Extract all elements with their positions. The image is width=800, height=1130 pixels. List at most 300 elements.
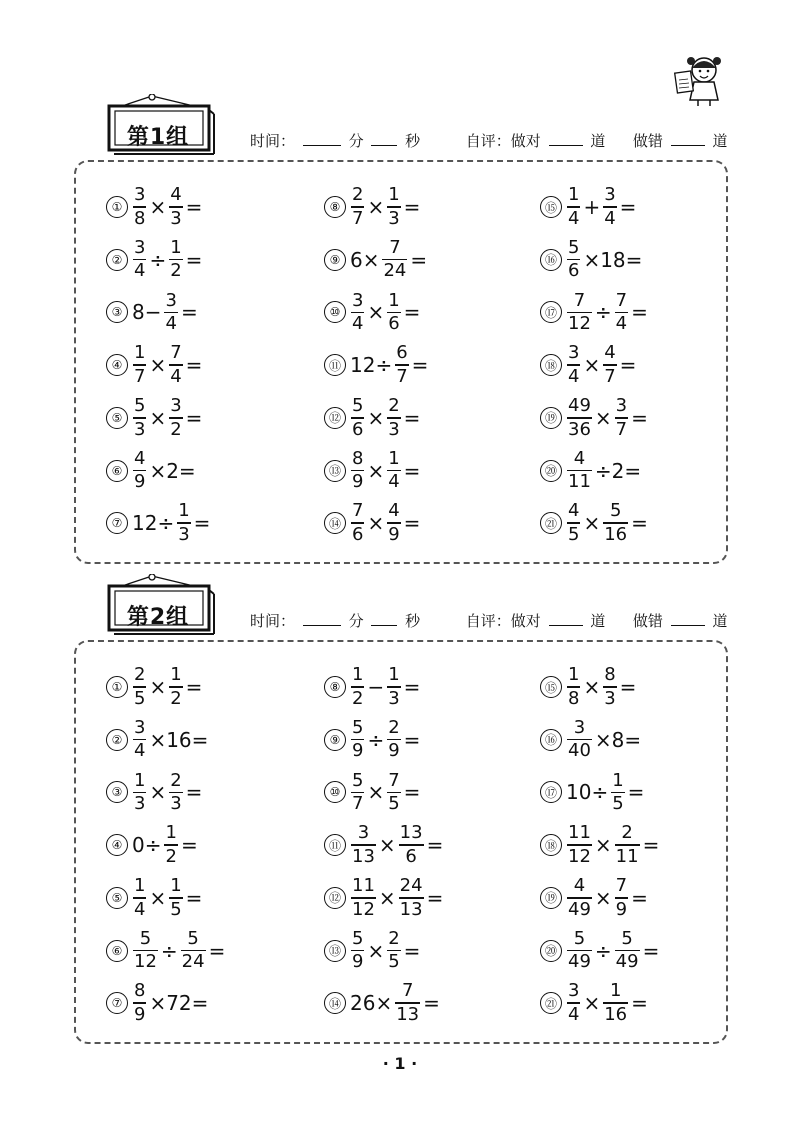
problem-expression	[565, 236, 643, 282]
problem-expression	[565, 982, 649, 1024]
denominator: 16	[604, 1003, 628, 1025]
operator-text: =	[426, 833, 444, 858]
denominator: 6	[388, 313, 400, 335]
problem-expression	[349, 666, 421, 708]
fraction	[387, 716, 400, 762]
numerator: 5	[352, 395, 364, 416]
problem-expression	[349, 982, 441, 1024]
denominator: 4	[568, 207, 580, 229]
second-blank[interactable]	[371, 144, 397, 146]
record-line	[250, 610, 727, 631]
numerator: 3	[134, 236, 146, 258]
operator-text: =	[403, 405, 421, 430]
numerator: 8	[352, 447, 364, 469]
problem-number: ①	[106, 676, 128, 698]
numerator: 1	[170, 236, 182, 258]
self-eval-label: 自评：做对	[465, 612, 541, 630]
denominator: 9	[615, 898, 628, 920]
fraction	[603, 344, 616, 386]
problem-number: ⑫	[324, 887, 346, 909]
denominator: 3	[134, 793, 146, 815]
problem-number: ③	[106, 781, 128, 803]
operator-text: ×	[149, 885, 167, 910]
problem-expression	[131, 716, 209, 762]
fraction	[387, 666, 400, 708]
problem-number: ④	[106, 354, 128, 376]
operator-text: =	[619, 353, 637, 378]
numerator: 2	[388, 395, 400, 416]
problem-number: ⑤	[106, 887, 128, 909]
problem-item	[324, 768, 421, 816]
problem-expression	[565, 344, 637, 386]
group-title-sign	[106, 584, 216, 632]
fraction	[567, 666, 580, 708]
denominator: 12	[352, 898, 375, 920]
problem-number: ①	[106, 196, 128, 218]
operator-text: =	[423, 991, 440, 1016]
operator-text: 8−	[132, 300, 162, 325]
problem-item	[540, 183, 637, 231]
operator-text: +	[583, 195, 601, 219]
operator-text: =	[403, 938, 421, 963]
record-line	[250, 130, 727, 151]
numerator: 1	[568, 184, 580, 206]
operator-text: ×	[594, 833, 612, 858]
problem-number: ⑯	[540, 249, 562, 271]
minute-label: 分	[348, 612, 364, 630]
numerator: 24	[399, 875, 423, 896]
problem-number: ⑰	[540, 781, 562, 803]
numerator: 2	[388, 927, 400, 949]
denominator: 3	[178, 523, 190, 545]
problem-number: ⑯	[540, 729, 562, 751]
numerator: 2	[352, 184, 364, 206]
operator-text: =	[631, 991, 648, 1016]
problem-expression	[349, 927, 421, 973]
denominator: 16	[604, 523, 628, 545]
problem-expression	[131, 289, 199, 335]
problem-number: ⑬	[324, 940, 346, 962]
numerator: 1	[612, 769, 624, 791]
fraction	[399, 824, 424, 866]
unit-label: 道	[590, 132, 606, 150]
fraction	[387, 186, 400, 228]
numerator: 3	[573, 716, 586, 738]
fraction	[351, 927, 364, 973]
numerator: 7	[352, 500, 364, 522]
denominator: 2	[352, 687, 364, 709]
numerator: 3	[352, 289, 364, 311]
numerator: 4	[573, 447, 586, 469]
denominator: 4	[352, 313, 364, 335]
fraction	[133, 666, 146, 708]
group-title-sign	[106, 104, 216, 152]
fraction	[133, 236, 146, 282]
numerator: 3	[568, 980, 580, 1002]
problem-expression	[349, 716, 421, 762]
problem-number: ⑳	[540, 460, 562, 482]
numerator: 5	[621, 927, 633, 949]
problem-number: ②	[106, 729, 128, 751]
numerator: 1	[178, 500, 190, 522]
operator-text: ÷	[594, 300, 612, 325]
operator-text: =	[185, 405, 203, 430]
denominator: 40	[568, 740, 591, 762]
time-label: 时间：	[250, 612, 296, 630]
numerator: 7	[170, 342, 182, 364]
problem-number: ④	[106, 834, 128, 856]
denominator: 9	[352, 471, 364, 493]
fraction	[387, 397, 400, 439]
problem-expression	[131, 236, 203, 282]
problem-number: ⑥	[106, 940, 128, 962]
fraction	[133, 397, 146, 439]
operator-text: =	[631, 405, 648, 430]
numerator: 1	[388, 447, 400, 469]
fraction	[351, 824, 376, 866]
operator-text: =	[411, 353, 429, 378]
problem-expression	[349, 344, 429, 386]
problem-expression	[131, 186, 203, 228]
operator-text: =	[185, 780, 203, 805]
problem-expression	[565, 927, 660, 973]
problem-item	[540, 768, 645, 816]
problem-number: ②	[106, 249, 128, 271]
correct-count-blank[interactable]	[549, 144, 583, 146]
problem-number: ⑲	[540, 407, 562, 429]
operator-text: ×16=	[149, 727, 209, 752]
operator-text: =	[185, 885, 203, 910]
numerator: 7	[573, 289, 586, 311]
denominator: 13	[396, 1003, 420, 1025]
numerator: 3	[568, 342, 580, 364]
numerator: 4	[134, 447, 146, 469]
fraction	[387, 447, 400, 493]
denominator: 6	[405, 845, 417, 867]
numerator: 2	[134, 664, 146, 686]
operator-text: 6×	[350, 247, 380, 272]
problem-item	[540, 927, 660, 975]
problem-item	[540, 288, 649, 336]
problem-expression	[349, 236, 428, 282]
numerator: 4	[604, 342, 616, 364]
problem-item	[106, 979, 209, 1027]
fraction	[603, 982, 628, 1024]
problem-number: ⑧	[324, 196, 346, 218]
fraction	[351, 447, 364, 493]
operator-text: =	[193, 511, 211, 536]
denominator: 2	[165, 845, 177, 867]
problem-number: ⑭	[324, 512, 346, 534]
fraction	[351, 877, 376, 919]
problem-number: ⑩	[324, 781, 346, 803]
operator-text: ×	[149, 780, 167, 805]
fraction	[164, 289, 177, 335]
self-eval-label: 自评：做对	[465, 132, 541, 150]
fraction	[615, 289, 628, 335]
operator-text: ×	[367, 405, 385, 430]
denominator: 4	[604, 207, 616, 229]
problem-number: ⑥	[106, 460, 128, 482]
numerator: 1	[388, 184, 400, 206]
operator-text: ×	[149, 195, 167, 219]
operator-text: =	[208, 938, 226, 963]
fraction	[387, 927, 400, 973]
operator-text: =	[403, 458, 421, 483]
denominator: 4	[165, 313, 177, 335]
wrong-count-blank[interactable]	[671, 624, 705, 626]
problem-item	[106, 499, 211, 547]
numerator: 3	[170, 395, 182, 416]
operator-text: =	[631, 300, 648, 325]
problem-item	[106, 288, 199, 336]
denominator: 9	[134, 1003, 146, 1025]
problem-number: ⑤	[106, 407, 128, 429]
problem-item	[324, 499, 421, 547]
problem-item	[106, 927, 226, 975]
denominator: 7	[604, 365, 616, 387]
operator-text: ×	[367, 938, 385, 963]
denominator: 2	[170, 687, 182, 709]
problem-expression	[565, 502, 649, 544]
denominator: 5	[388, 793, 400, 815]
problem-expression	[565, 769, 645, 815]
fraction	[567, 982, 580, 1024]
fraction	[133, 186, 146, 228]
denominator: 9	[352, 740, 364, 762]
fraction	[351, 716, 364, 762]
problem-item	[324, 288, 421, 336]
denominator: 4	[568, 365, 580, 387]
operator-text: 12÷	[132, 511, 175, 536]
numerator: 5	[352, 716, 364, 738]
operator-text: ÷	[149, 247, 167, 272]
operator-text: =	[642, 938, 660, 963]
numerator: 1	[170, 664, 182, 686]
problem-number: ⑦	[106, 992, 128, 1014]
fraction	[567, 397, 592, 439]
problem-expression	[131, 397, 203, 439]
problem-number: ⑮	[540, 676, 562, 698]
problem-expression	[349, 289, 421, 335]
minute-label: 分	[348, 132, 364, 150]
problem-number: ⑭	[324, 992, 346, 1014]
operator-text: ÷2=	[594, 458, 642, 483]
denominator: 4	[134, 260, 146, 282]
operator-text: =	[403, 675, 421, 699]
problem-number: ⑲	[540, 887, 562, 909]
minute-blank[interactable]	[303, 144, 341, 146]
numerator: 3	[604, 184, 616, 206]
denominator: 8	[568, 687, 580, 709]
fraction	[603, 186, 616, 228]
problem-number: ⑮	[540, 196, 562, 218]
operator-text: −	[367, 675, 385, 699]
problem-item	[540, 447, 642, 495]
numerator: 1	[568, 664, 580, 686]
wrong-count-blank[interactable]	[671, 144, 705, 146]
problem-number: ⑬	[324, 460, 346, 482]
numerator: 1	[609, 980, 622, 1002]
operator-text: ×	[367, 511, 385, 536]
numerator: 1	[388, 664, 400, 686]
problem-expression	[131, 666, 203, 708]
operator-text: =	[403, 511, 421, 536]
problem-expression	[131, 344, 203, 386]
fraction	[351, 769, 364, 815]
fraction	[567, 344, 580, 386]
operator-text: =	[426, 885, 444, 910]
problem-number: ⑪	[324, 834, 346, 856]
fraction	[395, 982, 420, 1024]
denominator: 6	[352, 523, 364, 545]
problem-item	[106, 341, 203, 389]
numerator: 1	[165, 822, 177, 844]
numerator: 8	[134, 980, 146, 1002]
numerator: 2	[170, 769, 182, 791]
operator-text: =	[631, 885, 648, 910]
numerator: 5	[352, 769, 364, 791]
denominator: 4	[170, 365, 182, 387]
denominator: 49	[568, 951, 591, 973]
time-label: 时间：	[250, 132, 296, 150]
numerator: 3	[615, 395, 628, 416]
operator-text: ×	[583, 511, 601, 536]
problem-item	[324, 341, 429, 389]
denominator: 7	[396, 365, 408, 387]
fraction	[351, 397, 364, 439]
problem-expression	[349, 447, 421, 493]
fraction	[567, 236, 580, 282]
problem-item	[540, 499, 649, 547]
fraction	[169, 397, 182, 439]
numerator: 5	[573, 927, 586, 949]
fraction	[387, 769, 400, 815]
operator-text: ×	[378, 833, 396, 858]
problem-item	[106, 716, 209, 764]
problem-item	[106, 821, 199, 869]
operator-text: ×	[583, 675, 601, 699]
denominator: 5	[134, 687, 146, 709]
numerator: 49	[568, 395, 591, 416]
problem-number: ⑨	[324, 249, 346, 271]
operator-text: =	[403, 195, 421, 219]
problem-expression	[131, 877, 203, 919]
operator-text: ÷	[160, 938, 178, 963]
denominator: 49	[615, 951, 639, 973]
denominator: 2	[170, 418, 182, 440]
problem-item	[106, 874, 203, 922]
numerator: 3	[134, 716, 146, 738]
denominator: 49	[568, 898, 591, 920]
operator-text: ×	[583, 991, 601, 1016]
problem-expression	[565, 824, 660, 866]
numerator: 4	[170, 184, 182, 206]
problem-expression	[565, 666, 637, 708]
denominator: 9	[352, 951, 364, 973]
problem-item	[324, 874, 444, 922]
denominator: 5	[568, 523, 580, 545]
numerator: 4	[568, 500, 580, 522]
numerator: 3	[357, 822, 370, 844]
denominator: 13	[399, 898, 423, 920]
numerator: 7	[389, 236, 401, 258]
operator-text: 10÷	[566, 780, 609, 805]
denominator: 12	[134, 951, 157, 973]
fraction	[351, 502, 364, 544]
minute-blank[interactable]	[303, 624, 341, 626]
denominator: 5	[612, 793, 624, 815]
second-label: 秒	[405, 132, 421, 150]
numerator: 7	[615, 875, 628, 896]
problem-expression	[131, 982, 209, 1024]
denominator: 3	[388, 207, 400, 229]
correct-count-blank[interactable]	[549, 624, 583, 626]
denominator: 9	[134, 471, 146, 493]
problem-item	[324, 821, 444, 869]
problem-item	[106, 236, 203, 284]
denominator: 3	[604, 687, 616, 709]
numerator: 2	[388, 716, 400, 738]
operator-text: =	[185, 353, 203, 378]
problem-expression	[349, 824, 444, 866]
fraction	[615, 927, 640, 973]
fraction	[395, 344, 408, 386]
denominator: 3	[170, 793, 182, 815]
numerator: 1	[134, 769, 146, 791]
numerator: 5	[352, 927, 364, 949]
operator-text: =	[631, 511, 648, 536]
problem-number: ⑦	[106, 512, 128, 534]
problem-item	[540, 716, 642, 764]
problem-number: ㉑	[540, 512, 562, 534]
fraction	[133, 344, 146, 386]
numerator: 6	[396, 342, 408, 364]
fraction	[567, 447, 592, 493]
unit-label: 道	[712, 132, 728, 150]
operator-text: ×	[367, 458, 385, 483]
problem-expression	[349, 186, 421, 228]
operator-text: ×	[594, 885, 612, 910]
numerator: 2	[621, 822, 633, 844]
fraction	[387, 502, 400, 544]
denominator: 24	[181, 951, 205, 973]
problem-item	[540, 979, 649, 1027]
problem-item	[540, 874, 649, 922]
denominator: 7	[352, 207, 364, 229]
numerator: 7	[615, 289, 628, 311]
fraction	[169, 877, 182, 919]
second-blank[interactable]	[371, 624, 397, 626]
wrong-label: 做错	[632, 612, 663, 630]
problem-expression	[131, 447, 197, 493]
problem-item	[540, 236, 643, 284]
fraction	[133, 716, 146, 762]
fraction	[133, 769, 146, 815]
problem-expression	[349, 769, 421, 815]
denominator: 12	[568, 845, 591, 867]
operator-text: =	[185, 675, 203, 699]
fraction	[387, 289, 400, 335]
fraction	[567, 927, 592, 973]
denominator: 4	[134, 898, 146, 920]
problem-number: ⑱	[540, 834, 562, 856]
fraction	[181, 927, 206, 973]
denominator: 9	[388, 523, 400, 545]
numerator: 1	[134, 342, 146, 364]
operator-text: ×	[367, 195, 385, 219]
problem-expression	[131, 927, 226, 973]
